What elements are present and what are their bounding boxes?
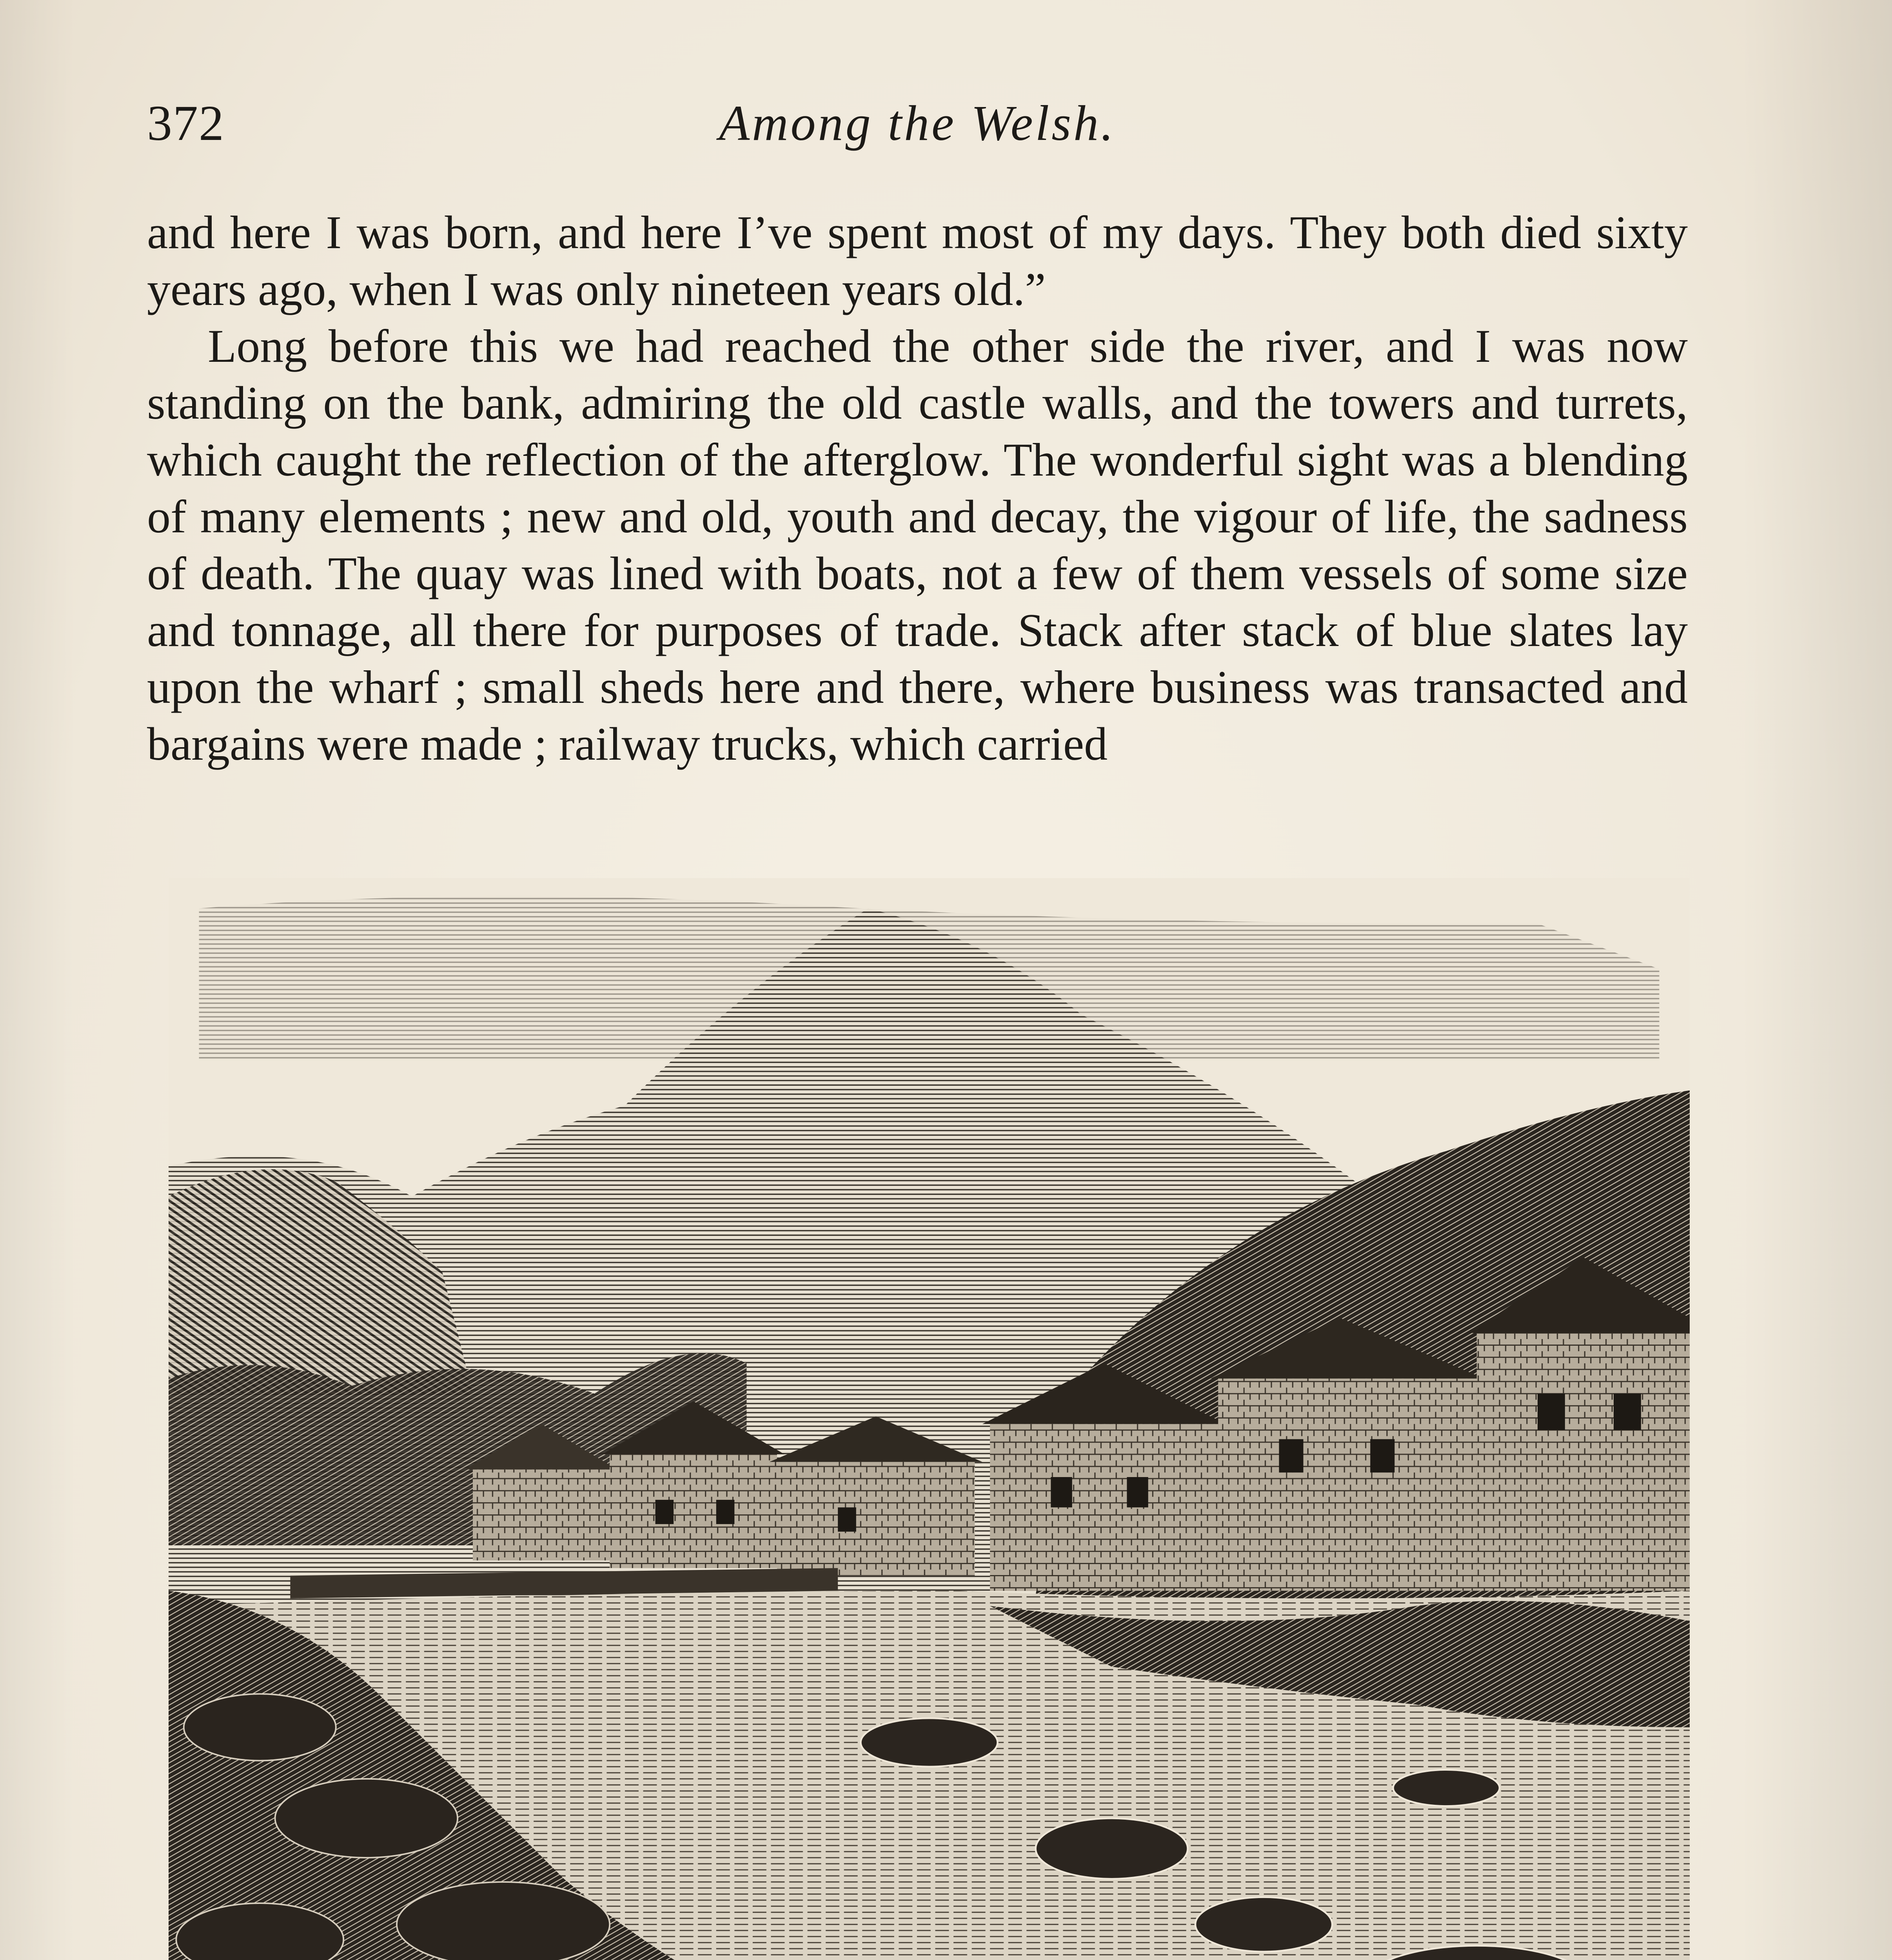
running-head: Among the Welsh. [719, 95, 1116, 151]
paragraph-1: and here I was born, and here I’ve spent most of my days. They both died sixty years ago, when I was only nineteen years old.” [147, 206, 1688, 315]
page-header [147, 95, 1688, 165]
page-number: 372 [147, 95, 225, 151]
beddgelert-engraving [169, 878, 1690, 1960]
paragraph-2: Long before this we had reached the other side the river, and I was now standing on the bank, admiring the old castle walls, and the towers and turrets, which caught the reflection of the afterglow. The wonderful sight was a blending of many elements ; new and old, youth and decay, the vigour of life, the sadness of death. The quay was lined with boats, not a few of them vessels of some size and tonnage, all there for purposes of trade. Stack after stack of blue slates lay upon the wharf ; small sheds here and there, where business was transacted and bargains were made ; railway trucks, which carried [147, 320, 1688, 770]
text-block-top [147, 204, 1688, 772]
